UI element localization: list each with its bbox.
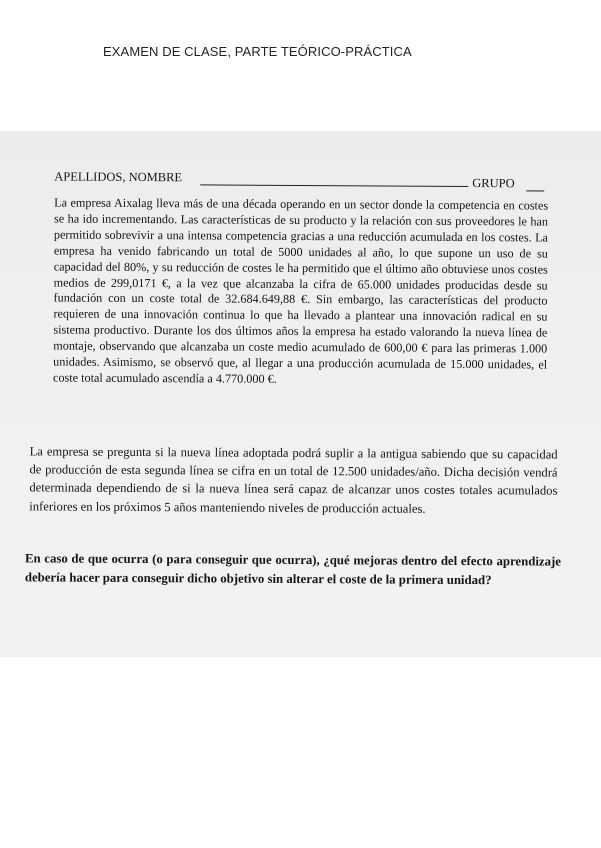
name-group-row	[54, 169, 546, 190]
problem-paragraph-2: La empresa se pregunta si la nueva línea adoptada podrá suplir a la antigua sabiendo que su capacidad de producción de esta segunda línea se cifra en un total de 12.500 unidades/año. Dicha decisión vendrá determinada dependiendo de si la nueva línea será capaz de alcanzar unos costes totales acumulados inferiores en los próximos 5 años manteniendo niveles de producción actuales.	[29, 444, 558, 516]
problem-paragraph-1: La empresa Aixalag lleva más de una década operando en un sector donde la competencia en costes se ha ido incrementando. Las características de su producto y la relación con sus proveedores le han permitido sobrevivir a una intensa competencia gracias a una reducción acumulada en los costes. La empresa ha venido fabricando un total de 5000 unidades al año, lo que supone un uso de su capacidad del 80%, y su reducción de costes le ha permitido que el último año obtuviese unos costes medios de 299,0171 €, a la vez que alcanzaba la cifra de 65.000 unidades producidas desde su fundación con un coste total de 32.684.649,88 €. Sin embargo, las características del producto requieren de una innovación continua lo que ha llevado a plantear una innovación radical en su sistema productivo. Durante los dos últimos años la empresa ha estado valorando la nueva línea de montaje, observando que alcanzaba un coste medio acumulado de 600,00 € para las primeras 1.000 unidades. Asimismo, se observó que, al llegar a una producción acumulada de 15.000 unidades, el coste total acumulado ascendía a 4.770.000 €.	[53, 195, 549, 386]
name-blank-line	[200, 184, 468, 187]
name-label: APELLIDOS, NOMBRE	[54, 169, 183, 185]
exam-sheet	[0, 131, 601, 657]
exam-photo	[0, 131, 601, 657]
group-blank-line	[526, 190, 544, 191]
group-label: GRUPO	[472, 176, 515, 191]
question-paragraph: En caso de que ocurra (o para conseguir que ocurra), ¿qué mejoras dentro del efecto aprendizaje debería hacer para conseguir dicho objetivo sin alterar el coste de la primera unidad?	[24, 551, 562, 587]
exam-title: EXAMEN DE CLASE, PARTE TEÓRICO-PRÁCTICA	[103, 44, 412, 59]
